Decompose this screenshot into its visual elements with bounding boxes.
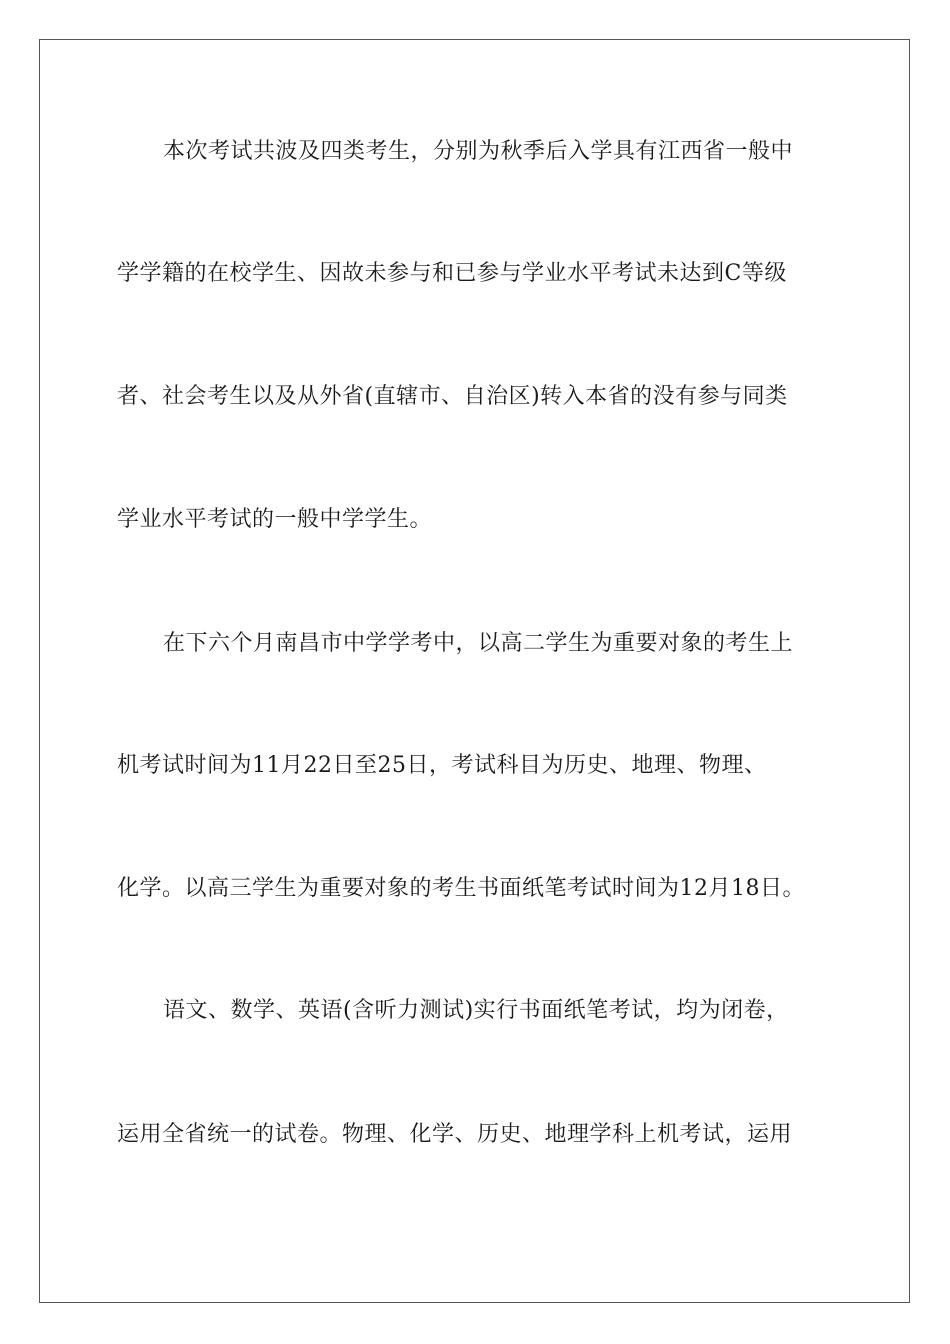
paragraph-3-line-1: 语文、数学、英语(含听力测试)实行书面纸笔考试，均为闭卷， — [163, 998, 789, 1023]
paragraph-2-line-3: 化学。以高三学生为重要对象的考生书面纸笔考试时间为12月18日。 — [117, 876, 805, 901]
paragraph-2-line-1: 在下六个月南昌市中学学考中，以高二学生为重要对象的考生上 — [163, 631, 794, 656]
paragraph-1-line-4: 学业水平考试的一般中学学生。 — [117, 507, 433, 532]
paragraph-1-line-2: 学学籍的在校学生、因故未参与和已参与学业水平考试未达到C等级 — [117, 261, 787, 286]
page-border — [39, 39, 910, 1303]
paragraph-3-line-2: 运用全省统一的试卷。物理、化学、历史、地理学科上机考试，运用 — [117, 1122, 793, 1147]
paragraph-1-line-1: 本次考试共波及四类考生，分别为秋季后入学具有江西省一般中 — [163, 139, 794, 164]
paragraph-2-line-2: 机考试时间为11月22日至25日，考试科目为历史、地理、物理、 — [117, 753, 767, 778]
paragraph-1-line-3: 者、社会考生以及从外省(直辖市、自治区)转入本省的没有参与同类 — [117, 384, 788, 409]
